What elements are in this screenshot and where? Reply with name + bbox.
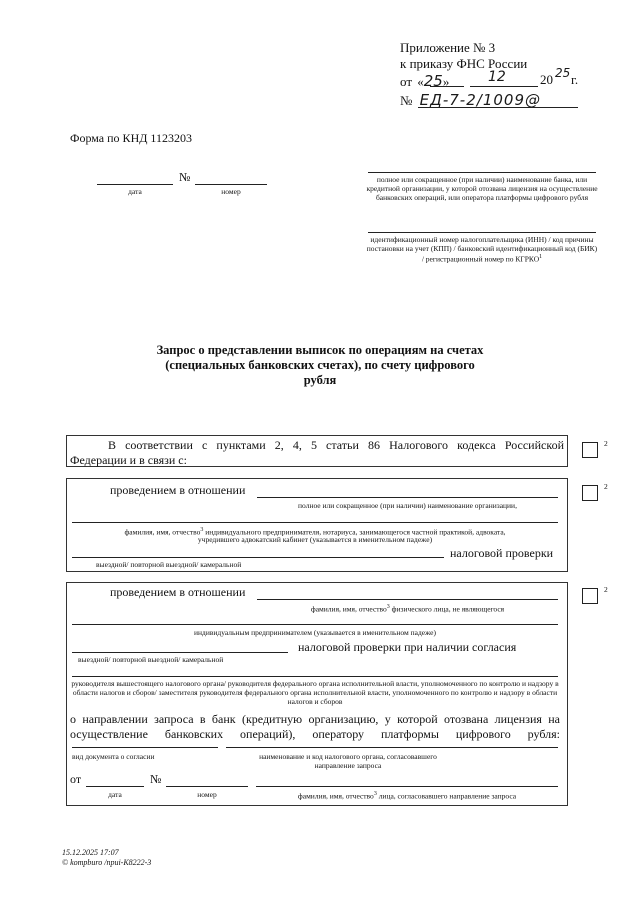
appendix-line1: Приложение № 3 bbox=[400, 40, 496, 55]
bank-caption: полное или сокращенное (при наличии) наименование банка, или кредитной организации, у которой отозвана лицензия на осуществление банковских операций, или оператора платформы цифрового рубля bbox=[366, 175, 598, 202]
section3-caption2: индивидуальным предпринимателем (указывается в именительном падеже) bbox=[193, 628, 437, 637]
section1-line2: Федерации и в связи с: bbox=[70, 453, 187, 467]
section3-caption4: руководителя вышестоящего налогового органа/ руководителя федерального органа исполнительной власти, уполномоченного по контролю и надзору в области налогов и сборов/ заместителя руководителя федерального органа исполнительной власти, уполномоченного по контролю и надзору в области налогов и сборов bbox=[71, 679, 559, 706]
section3-date-caption: дата bbox=[108, 790, 122, 799]
section3-tail: налоговой проверки при наличии согласия bbox=[298, 640, 517, 654]
section3-num-label: № bbox=[150, 772, 162, 786]
section3-caption1-b: физического лица, не являющегося bbox=[389, 604, 505, 614]
section1-checkbox[interactable] bbox=[582, 442, 598, 458]
doc-date-caption: дата bbox=[128, 187, 142, 196]
section3-checkbox[interactable] bbox=[582, 588, 598, 604]
section2-caption2-b: индивидуального предпринимателя, нотариуса, занимающегося частной практикой, адвоката, bbox=[203, 527, 506, 537]
appendix-from-label: от bbox=[400, 74, 413, 89]
section3-person-caption bbox=[256, 790, 558, 801]
title-line3: рубля bbox=[303, 373, 337, 387]
section2-caption2-sup: 3 bbox=[200, 527, 204, 533]
section2-caption1: полное или сокращенное (при наличии) наименование организации, bbox=[298, 501, 517, 510]
section3-caption3: выездной/ повторной выездной/ камеральной bbox=[78, 655, 224, 664]
section3-from-label: от bbox=[70, 772, 82, 786]
section3-number-caption: номер bbox=[197, 790, 217, 799]
footer-timestamp: 15.12.2025 17:07 bbox=[62, 848, 119, 857]
appendix-year-prefix: 20 bbox=[540, 72, 553, 87]
section2-lead: проведением в отношении bbox=[110, 483, 246, 497]
appendix-day: 25 bbox=[423, 72, 443, 90]
form-code: Форма по КНД 1123203 bbox=[70, 131, 192, 145]
section3-sup: 2 bbox=[604, 585, 608, 594]
appendix-year-unit: г. bbox=[571, 72, 579, 87]
appendix-date-row: от «25» 12 20 25 г. bbox=[400, 66, 579, 90]
page-title bbox=[100, 343, 540, 388]
section3-para2: осуществление банковских операций), оператору платформы цифрового рубля: bbox=[70, 727, 560, 741]
section3-para1: о направлении запроса в банк (кредитную организацию, у которой отозвана лицензия на bbox=[70, 712, 560, 726]
footer-code: © kompburo /приi-К8222-3 bbox=[62, 858, 152, 867]
section3-org-caption: наименование и код налогового органа, согласовавшего направление запроса bbox=[259, 752, 437, 770]
section3-person-caption-sup: 3 bbox=[373, 791, 377, 797]
section3-person-caption-a: фамилия, имя, отчество bbox=[297, 791, 374, 801]
section2-caption4: выездной/ повторной выездной/ камеральной bbox=[96, 560, 242, 569]
ids-caption-text: идентификационный номер налогоплательщика (ИНН) / код причины постановки на учет (КПП) / банковский идентификационный код (БИК) / регистрационный номер по КГРКО bbox=[366, 235, 598, 264]
section3-person-caption-b: лица, согласовавшего направление запроса bbox=[376, 791, 517, 801]
doc-num-sign: № bbox=[179, 170, 191, 184]
section3-caption1-sup: 3 bbox=[386, 604, 390, 610]
appendix-num-label: № bbox=[400, 93, 413, 108]
ids-caption bbox=[366, 235, 598, 264]
appendix-month: 12 bbox=[488, 69, 506, 85]
appendix-year-suffix: 25 bbox=[555, 66, 571, 80]
title-line2: (специальных банковских счетах), по счету цифрового bbox=[165, 358, 475, 372]
section2-checkbox[interactable] bbox=[582, 485, 598, 501]
section2-tail: налоговой проверки bbox=[450, 546, 554, 560]
ids-caption-sup: 1 bbox=[539, 254, 543, 260]
section3-doc-caption: вид документа о согласии bbox=[72, 752, 155, 761]
appendix-line2: к приказу ФНС России bbox=[400, 56, 528, 71]
title-line1: Запрос о представлении выписок по операциям на счетах bbox=[156, 343, 484, 357]
section1-line1: В соответствии с пунктами 2, 4, 5 статьи 86 Налогового кодекса Российской bbox=[108, 438, 564, 452]
section3-caption1 bbox=[257, 603, 558, 614]
section3-lead: проведением в отношении bbox=[110, 585, 246, 599]
section1-text bbox=[70, 438, 564, 468]
order-number: ЕД-7-2/1009@ bbox=[419, 91, 541, 109]
section1-sup: 2 bbox=[604, 439, 608, 448]
doc-number-caption: номер bbox=[221, 187, 241, 196]
section2-caption3: учредившего адвокатский кабинет (указывается в именительном падеже) bbox=[197, 535, 433, 544]
section2-sup: 2 bbox=[604, 482, 608, 491]
section3-caption1-a: фамилия, имя, отчество bbox=[310, 604, 387, 614]
section2-caption2-a: фамилия, имя, отчество bbox=[124, 527, 201, 537]
